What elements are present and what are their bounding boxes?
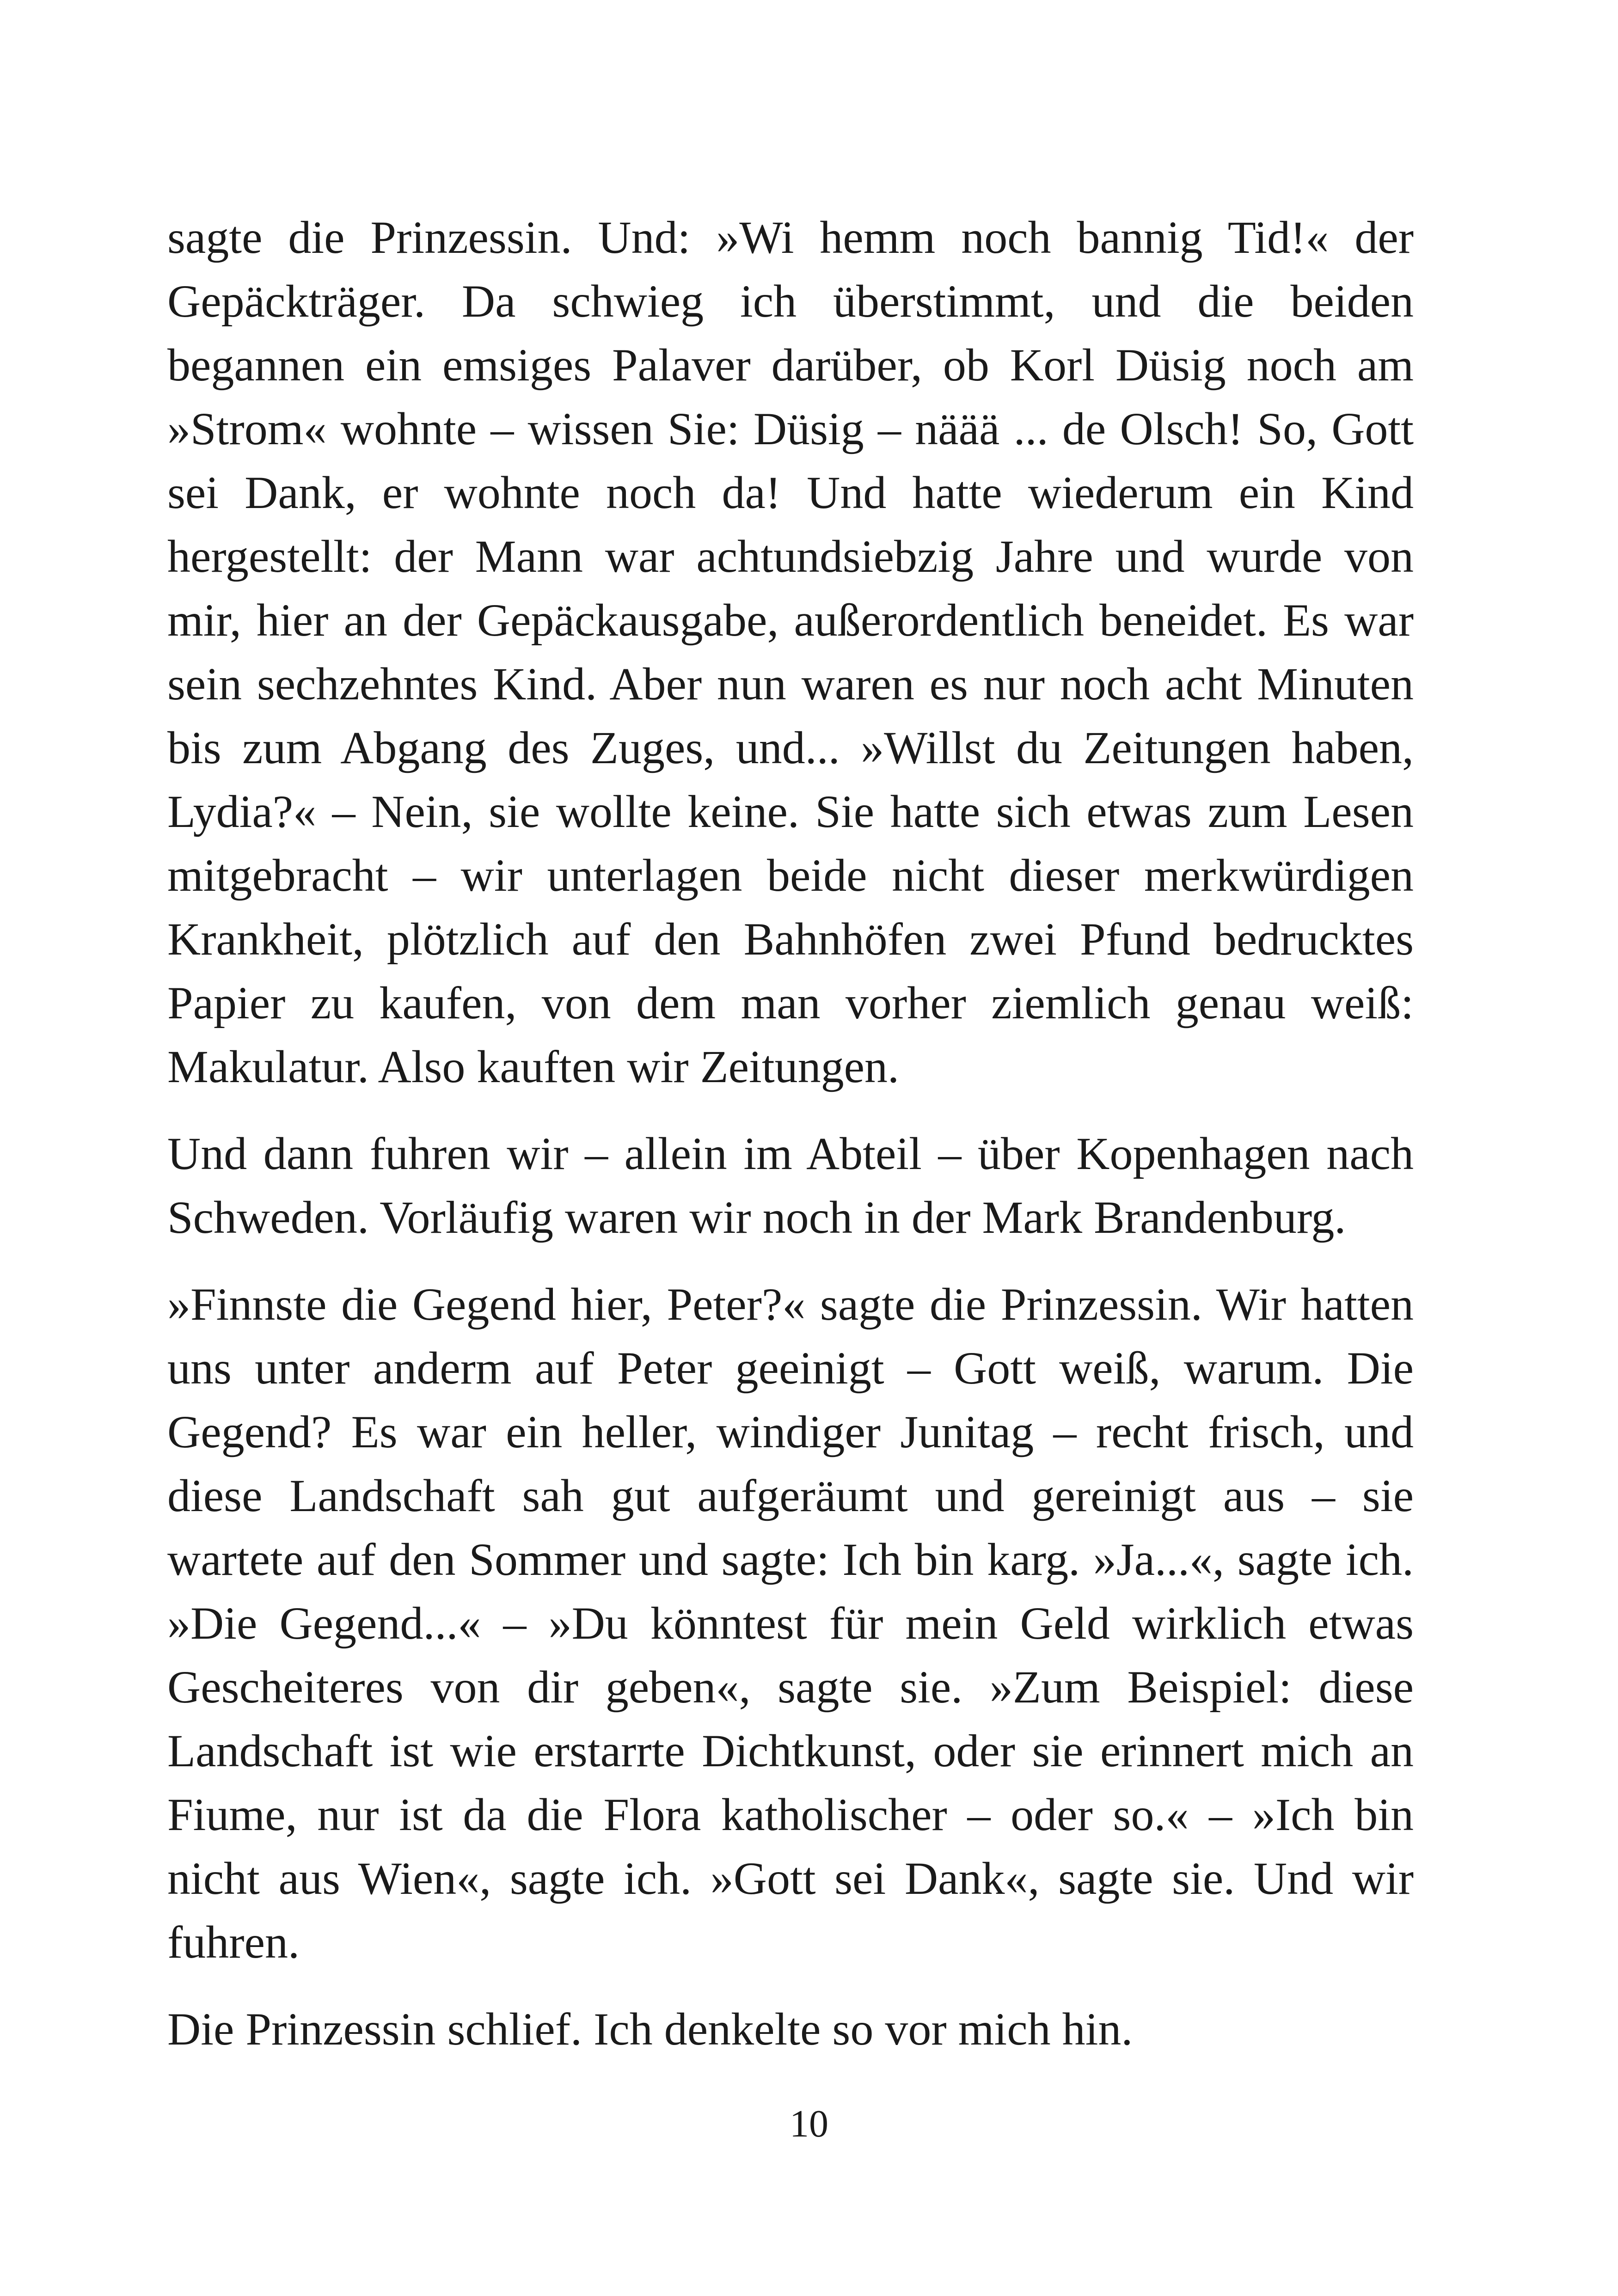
body-text — [167, 206, 1414, 2061]
paragraph-3: »Finnste die Gegend hier, Peter?« sagte die Prinzessin. Wir hatten uns unter anderm auf Peter geeinigt – Gott weiß, warum. Die Gegend? Es war ein heller, windiger Junitag – recht frisch, und diese Landschaft sah gut aufgeräumt und gereinigt aus – sie wartete auf den Sommer und sagte: Ich bin karg. »Ja...«, sagte ich. »Die Gegend...« – »Du könntest für mein Geld wirklich etwas Gescheiteres von dir geben«, sagte sie. »Zum Beispiel: diese Landschaft ist wie erstarrte Dichtkunst, oder sie erinnert mich an Fiume, nur ist da die Flora katholischer – oder so.« – »Ich bin nicht aus Wien«, sagte ich. »Gott sei Dank«, sagte sie. Und wir fuhren. — [167, 1279, 1414, 1968]
paragraph-4: Die Prinzessin schlief. Ich denkelte so vor mich hin. — [167, 2003, 1133, 2055]
page-number: 10 — [790, 2102, 828, 2145]
paragraph-2: Und dann fuhren wir – allein im Abteil – über Kopenhagen nach Schweden. Vorläufig waren wir noch in der Mark Brandenburg. — [167, 1128, 1414, 1243]
paragraph-1: sagte die Prinzessin. Und: »Wi hemm noch bannig Tid!« der Gepäckträger. Da schwieg ich überstimmt, und die beiden begannen ein emsiges Palaver darüber, ob Korl Düsig noch am »Strom« wohnte – wissen Sie: Düsig – näää ... de Olsch! So, Gott sei Dank, er wohnte noch da! Und hatte wiederum ein Kind hergestellt: der Mann war achtundsiebzig Jahre und wurde von mir, hier an der Gepäckausgabe, außerordentlich beneidet. Es war sein sechzehntes Kind. Aber nun waren es nur noch acht Minuten bis zum Abgang des Zuges, und... »Willst du Zeitungen haben, Lydia?« – Nein, sie wollte keine. Sie hatte sich etwas zum Lesen mitgebracht – wir unterlagen beide nicht dieser merkwürdigen Krankheit, plötzlich auf den Bahnhöfen zwei Pfund bedrucktes Papier zu kaufen, von dem man vorher ziemlich genau weiß: Makulatur. Also kauften wir Zeitungen. — [167, 212, 1414, 1092]
